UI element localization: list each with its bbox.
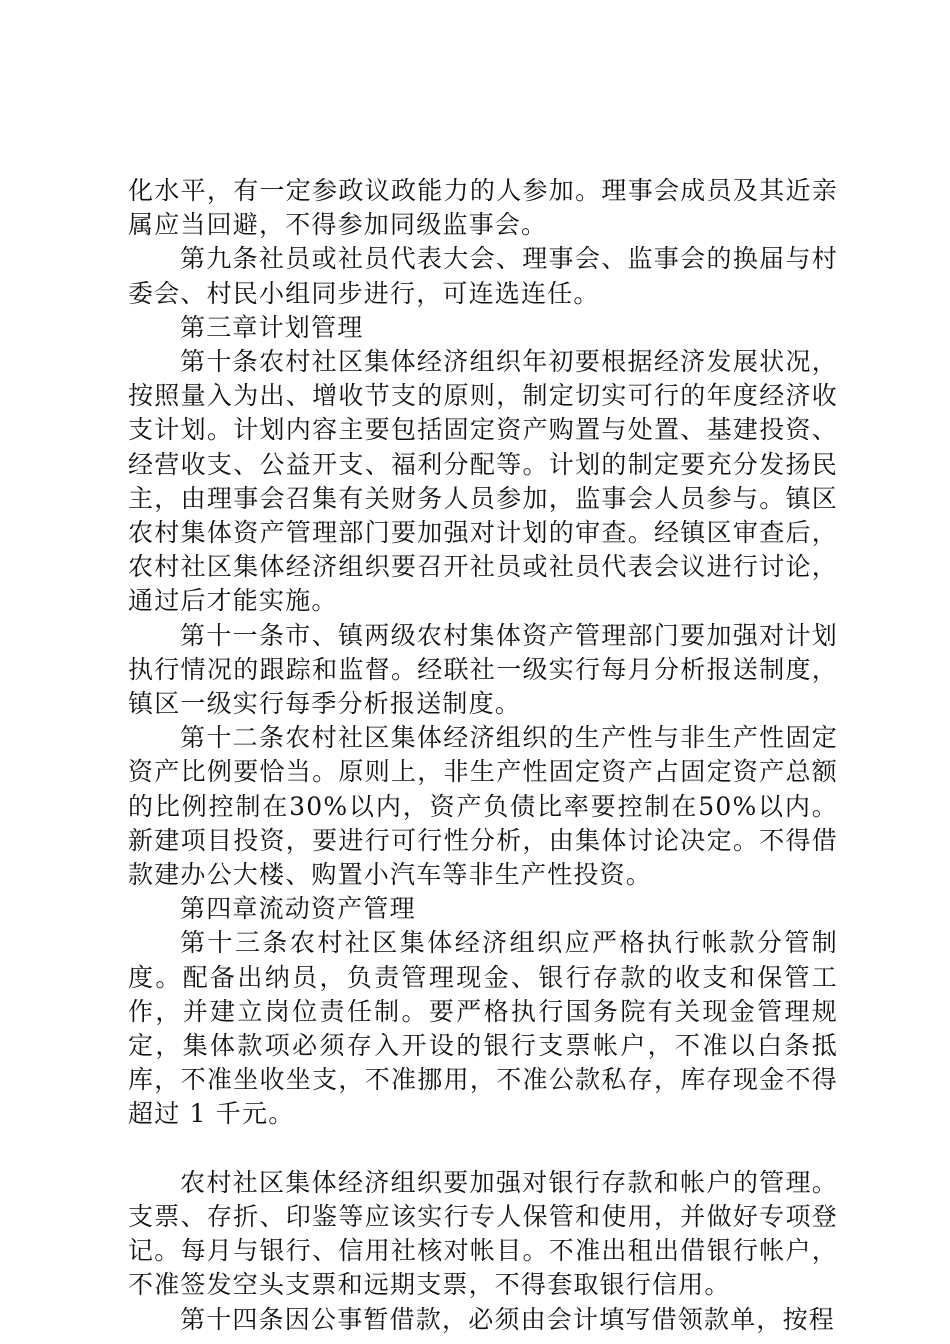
paragraph: 第十三条农村社区集体经济组织应严格执行帐款分管制度。配备出纳员，负责管理现金、银行存款的收支和保管工作，并建立岗位责任制。要严格执行国务院有关现金管理规定，集体款项必须存入开设的银行支票帐户，不准以白条抵库，不准坐收坐支，不准挪用，不准公款私存，库存现金不得超过 1 千元。: [128, 928, 838, 1129]
paragraph: 第十条农村社区集体经济组织年初要根据经济发展状况，按照量入为出、增收节支的原则，制定切实可行的年度经济收支计划。计划内容主要包括固定资产购置与处置、基建投资、经营收支、公益开支、福利分配等。计划的制定要充分发扬民主，由理事会召集有关财务人员参加，监事会人员参与。镇区农村集体资产管理部门要加强对计划的审查。经镇区审查后，农村社区集体经济组织要召开社员或社员代表会议进行讨论，通过后才能实施。: [128, 347, 838, 616]
paragraph: 第十四条因公事暂借款，必须由会计填写借领款单，按程: [180, 1304, 836, 1334]
paragraph: 第十一条市、镇两级农村集体资产管理部门要加强对计划执行情况的跟踪和监督。经联社一级实行每月分析报送制度，镇区一级实行每季分析报送制度。: [128, 620, 838, 719]
paragraph: 第九条社员或社员代表大会、理事会、监事会的换届与村委会、村民小组同步进行，可连选连任。: [128, 244, 838, 308]
paragraph: 农村社区集体经济组织要加强对银行存款和帐户的管理。支票、存折、印鉴等应该实行专人保管和使用，并做好专项登记。每月与银行、信用社核对帐目。不准出租出借银行帐户，不准签发空头支票和远期支票，不得套取银行信用。: [128, 1167, 838, 1300]
paragraph: 化水平，有一定参政议政能力的人参加。理事会成员及其近亲属应当回避，不得参加同级监事会。: [128, 176, 838, 240]
paragraph-spacer: [128, 1132, 838, 1166]
chapter-heading: 第三章计划管理: [180, 312, 364, 342]
chapter-heading: 第四章流动资产管理: [180, 894, 416, 924]
document-body: [128, 174, 838, 1337]
paragraph: 第十二条农村社区集体经济组织的生产性与非生产性固定资产比例要恰当。原则上，非生产性固定资产占固定资产总额的比例控制在30%以内，资产负债比率要控制在50%以内。新建项目投资，要进行可行性分析，由集体讨论决定。不得借款建办公大楼、购置小汽车等非生产性投资。: [128, 723, 838, 890]
